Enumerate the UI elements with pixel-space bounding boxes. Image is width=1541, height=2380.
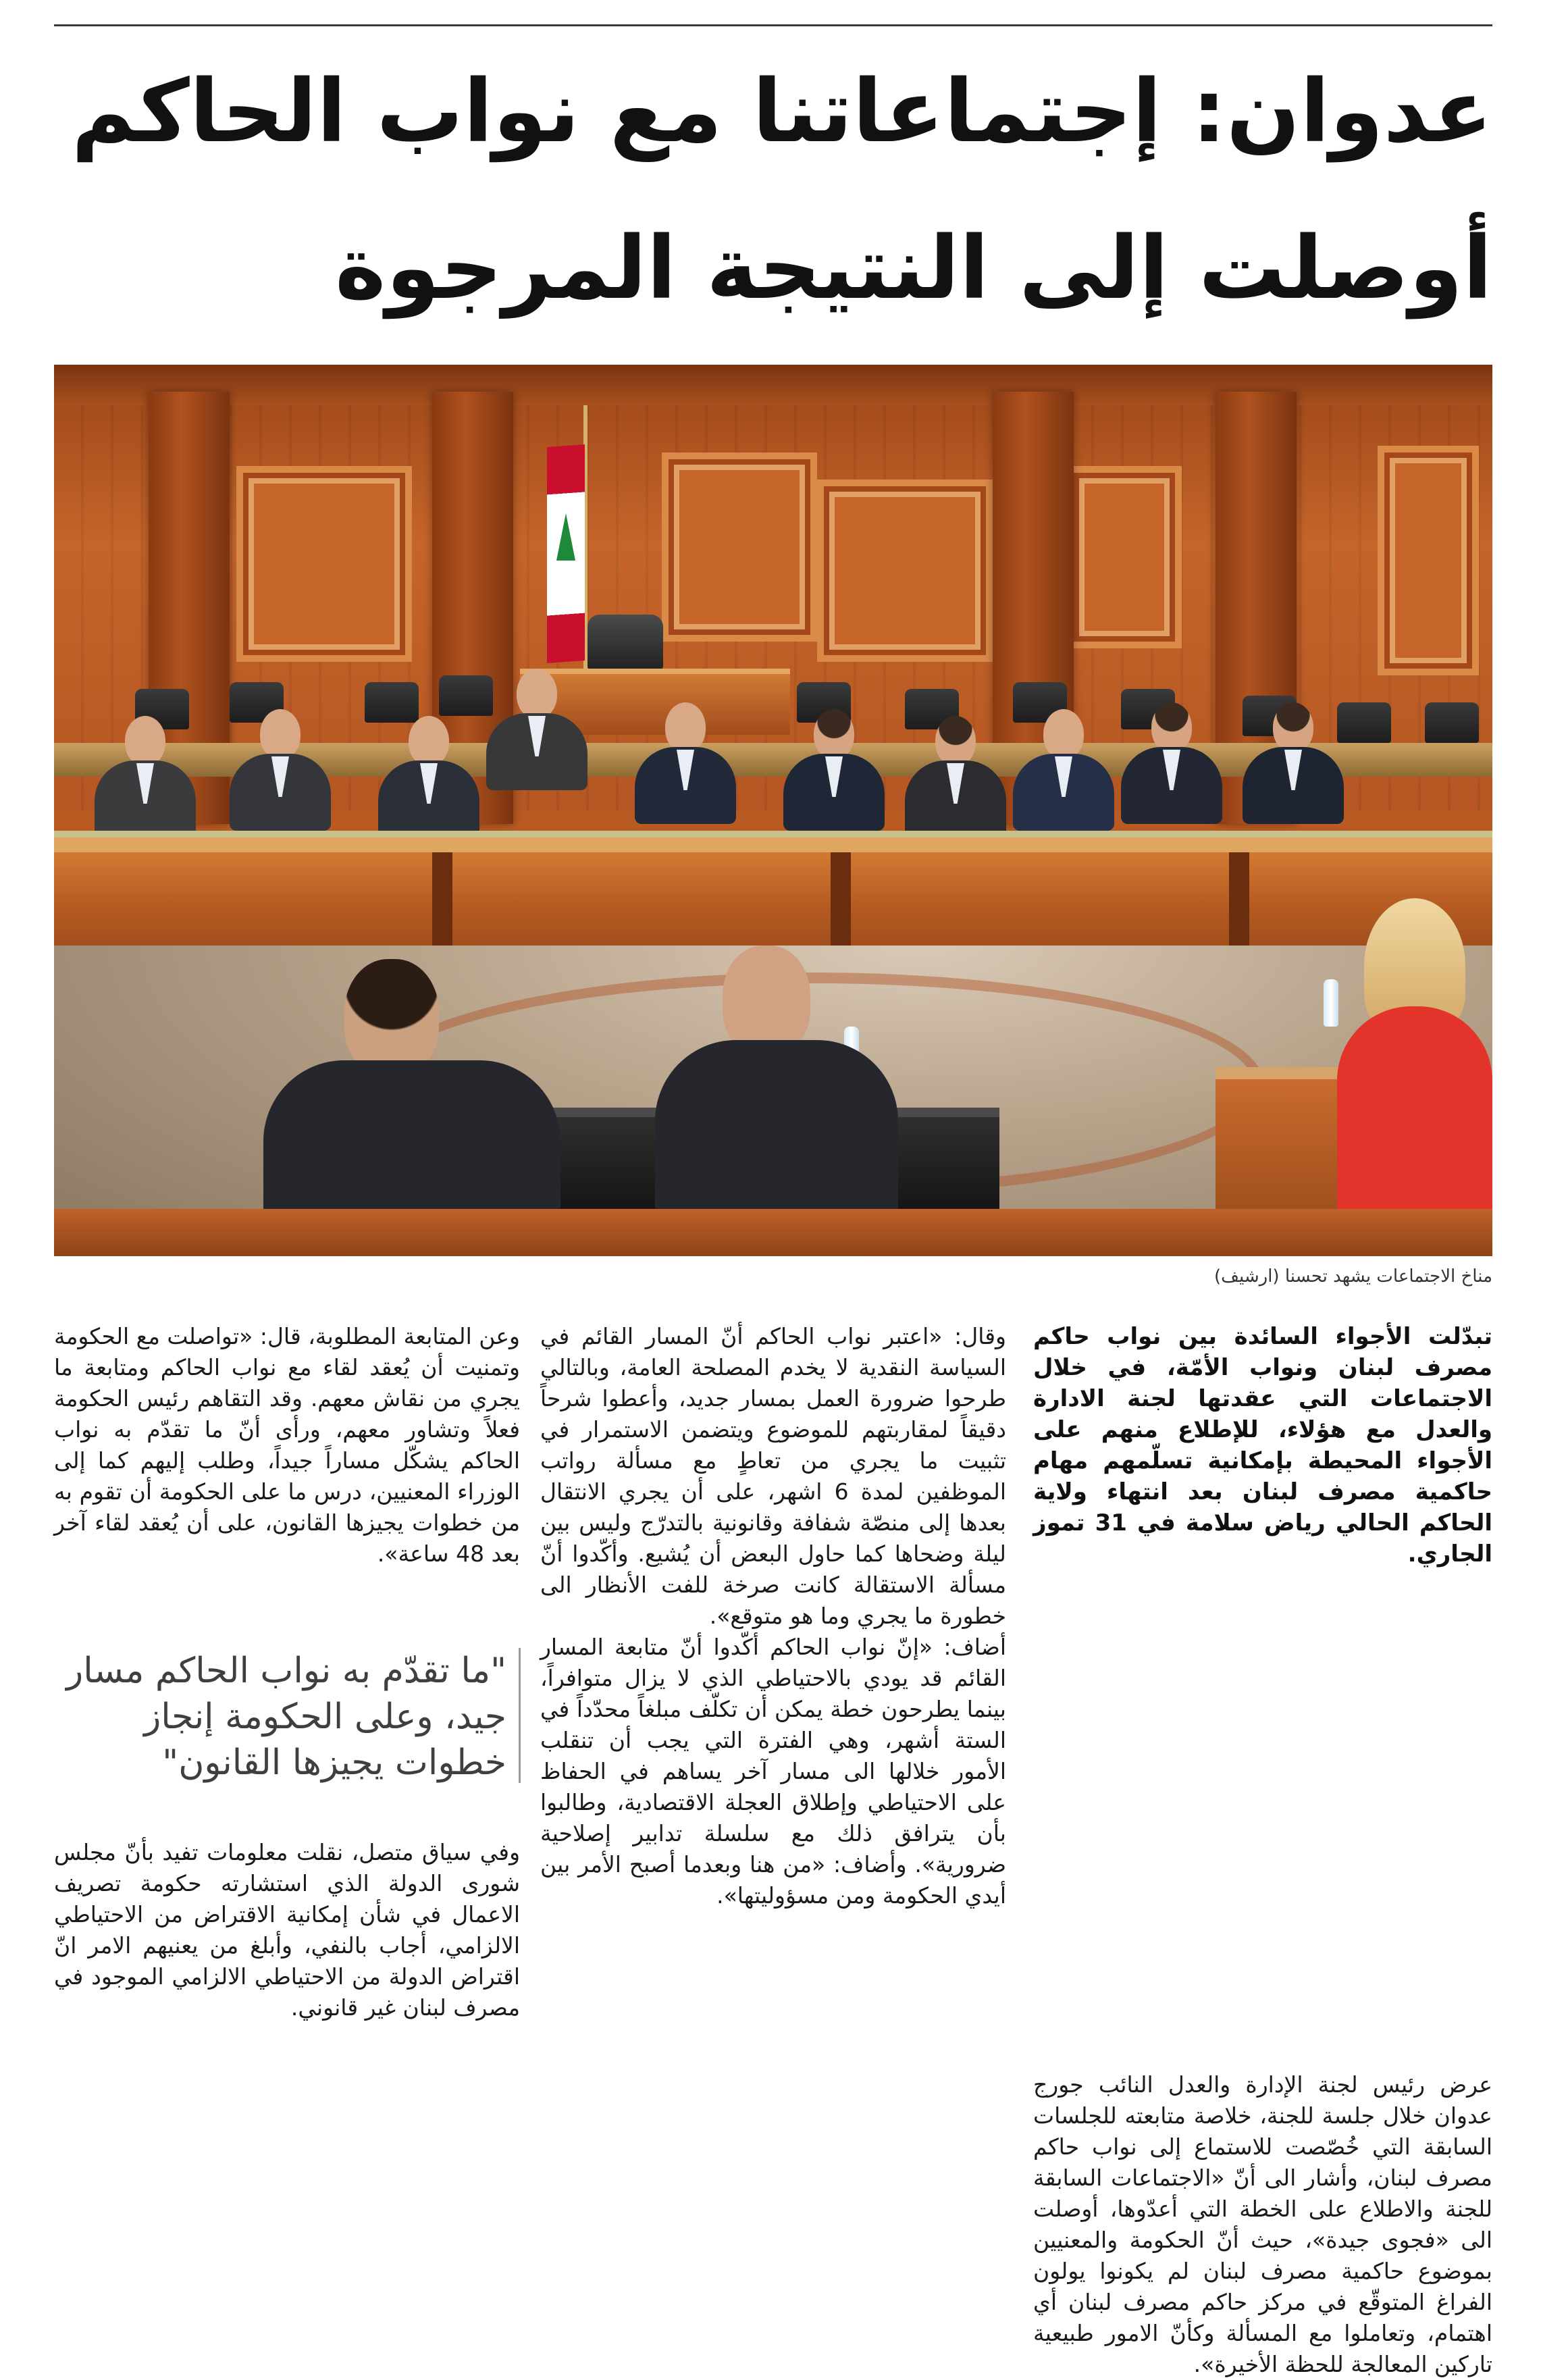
deputy-governor — [783, 709, 885, 831]
headline — [54, 34, 1492, 347]
column-middle — [540, 1321, 1006, 1911]
body-paragraph: وعن المتابعة المطلوبة، قال: «تواصلت مع الحكومة وتمنيت أن يُعقد لقاء مع نواب الحاكم ومتابعة ما يجري من نقاش معهم. وقد التقاهم رئيس الحكومة فعلاً وتشاور معهم، ورأى أنّ ما تقدّم به نواب الحاكم يشكّل مساراً جيداً، وطلب إليهم كما إلى الوزراء المعنيين، درس ما على الحكومة أن تقوم به من خطوات يجيزها القانون، على أن يُعقد لقاء آخر بعد 48 ساعة». — [54, 1323, 520, 1567]
pull-quote-rule — [519, 1648, 521, 1783]
deputy-governor — [1243, 702, 1344, 824]
column-left — [54, 1321, 520, 1570]
attendee-red-jacket — [1337, 898, 1492, 1256]
committee-member — [378, 716, 479, 837]
person-head — [125, 716, 165, 766]
lead-paragraph: تبدّلت الأجواء السائدة بين نواب حاكم مصرف لبنان ونواب الأمّة، في خلال الاجتماعات التي عقدتها لجنة الادارة والعدل مع هؤلاء، للإطلاع منهم على الأجواء المحيطة بإمكانية تسلّمهم مهام حاكمية مصرف لبنان بعد انتهاء ولاية الحاكم الحالي رياض سلامة في 31 تموز الجاري. — [1033, 1323, 1492, 1568]
top-rule — [54, 24, 1492, 26]
person-head — [1043, 709, 1084, 759]
committee-member — [95, 716, 196, 837]
water-bottle — [1324, 979, 1338, 1027]
person-head — [260, 709, 301, 759]
wall-panel — [1378, 446, 1479, 675]
committee-member — [635, 702, 736, 824]
speaker-chair — [587, 615, 663, 670]
person-head — [1151, 702, 1192, 752]
committee-meeting-photo — [54, 365, 1492, 1256]
body-paragraph: وقال: «اعتبر نواب الحاكم أنّ المسار القائم في السياسة النقدية لا يخدم المصلحة العامة، وبالتالي طرحوا ضرورة العمل بمسار جديد، وأعطوا شرحاً دقيقاً لمقاربتهم للموضوع ويتضمن الاستمرار في تثبيت ما يجري من تعاطٍ مع مسألة رواتب الموظفين لمدة 6 اشهر، على أن يجري الانتقال بعدها إلى منصّة شفافة وقانونية بالتدرّج وليس بين ليلة وضحاها كما حاول البعض أن يُشيع. وأكّدوا أنّ مسألة الاستقالة كانت صرخة للفت الأنظار الى خطورة ما يجري وما هو متوقع». — [540, 1323, 1006, 1629]
chair — [1337, 702, 1391, 743]
deputy-governor — [1121, 702, 1222, 824]
headline-line-1: عدوان: إجتماعاتنا مع نواب الحاكم — [71, 61, 1492, 162]
front-desk — [54, 1209, 1492, 1256]
body-paragraph: وفي سياق متصل، نقلت معلومات تفيد بأنّ مجلس شورى الدولة الذي استشارته حكومة تصريف الاعمال في شأن إمكانية الاقتراض من الاحتياطي الالزامي، أجاب بالنفي، وأبلغ من يعنيهم الامر انّ اقتراض الدولة من الاحتياطي الالزامي الموجود في مصرف لبنان غير قانوني. — [54, 1839, 520, 2021]
committee-member — [486, 669, 587, 790]
wall-panel — [1067, 466, 1182, 648]
chair — [1425, 702, 1479, 743]
body-paragraph: أضاف: «إنّ نواب الحاكم أكّدوا أنّ متابعة المسار القائم قد يودي بالاحتياطي الذي لا يزال متوافراً، بينما يطرحون خطة يمكن أن تكلّف مبلغاً محدّداً في الستة أشهر، وهي الفترة التي يجب أن تنقلب الأمور خلالها الى مسار آخر يساهم في الحفاظ على الاحتياطي وإطلاق العجلة الاقتصادية، وطالبوا بأن يترافق ذلك مع سلسلة تدابير إصلاحية ضرورية». وأضاف: «من هنا وبعدما أصبح الأمر بين أيدي الحكومة ومن مسؤوليتها». — [540, 1634, 1006, 1909]
person-head — [814, 709, 854, 759]
attendee-head — [723, 946, 810, 1054]
chair — [439, 675, 493, 716]
wall-panel — [817, 480, 993, 662]
person-head — [665, 702, 706, 752]
person-head — [517, 669, 557, 719]
committee-member — [230, 709, 331, 831]
person-head — [1273, 702, 1313, 752]
deputy-governor — [1013, 709, 1114, 831]
wall-panel — [662, 452, 817, 642]
deputy-governor — [905, 716, 1006, 837]
body-paragraph: عرض رئيس لجنة الإدارة والعدل النائب جورج عدوان خلال جلسة للجنة، خلاصة متابعته للجلسات السابقة التي خُصّصت للاستماع إلى نواب حاكم مصرف لبنان، وأشار الى أنّ «الاجتماعات السابقة للجنة والاطلاع على الخطة التي أعدّوها، أوصلت الى «فجوى جيدة»، حيث أنّ الحكومة والمعنيين بموضوع حاكمية مصرف لبنان لم يكونوا يولون الفراغ المتوقّع في مركز حاكم مصرف لبنان أي اهتمام، وتعاملوا مع المسألة وكأنّ الامور طبيعية تاركين المعالجة للحظة الأخيرة». — [1033, 2071, 1492, 2377]
person-head — [935, 716, 976, 766]
column-right — [1033, 1321, 1492, 2377]
headline-line-2: أوصلت إلى النتيجة المرجوة — [335, 218, 1492, 319]
person-head — [409, 716, 449, 766]
wall-panel — [236, 466, 412, 662]
pull-quote: "ما تقدّم به نواب الحاكم مسار جيد، وعلى الحكومة إنجاز خطوات يجيزها القانون" — [66, 1651, 506, 1783]
attendee-head — [344, 959, 439, 1074]
photo-caption: مناخ الاجتماعات يشهد تحسنا (ارشيف) — [1213, 1266, 1492, 1287]
committee-desk — [54, 837, 1492, 960]
